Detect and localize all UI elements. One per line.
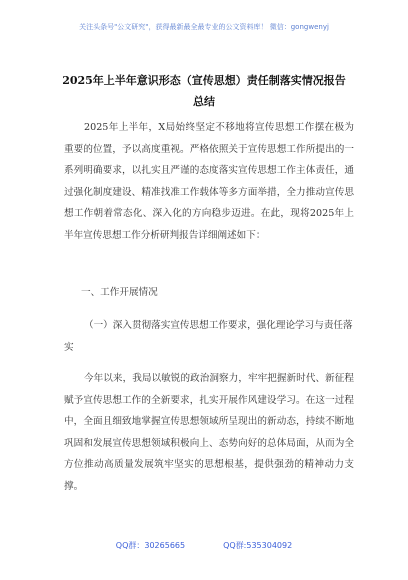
subsection-heading: （一）深入贯彻落实宣传思想工作要求，强化理论学习与责任落实 (64, 320, 353, 353)
document-title: 2025年上半年意识形态（宣传思想）责任制落实情况报告 (62, 74, 346, 87)
intro-paragraph: 2025年上半年，X局始终坚定不移地将宣传思想工作摆在极为重要的位置，予以高度重视。严格依照关于宣传思想工作所提出的一系列明确要求，以扎实且严谨的态度落实宣传思想工作主体责任，通过强化制度建设、精准找准工作载体等多方面举措，全力推动宣传思想工作朝着常态化、深入化的方向稳步迈进。在此，现将2025年上半年宣传思想工作分析研判报告详细阐述如下： (64, 122, 354, 241)
body-paragraph: 今年以来，我局以敏锐的政治洞察力，牢牢把握新时代、新征程赋予宣传思想工作的全新要求，扎实开展作风建设学习。在这一过程中，全面且细致地掌握宣传思想领域所呈现出的新动态，持续不断地巩固和发展宣传思想领域积极向上、态势向好的总体局面，从而为全方位推动高质量发展筑牢坚实的思想根基，提供强劲的精神动力支撑。 (64, 373, 354, 492)
document-title-continued: 总结 (193, 95, 215, 108)
footer-qq-group-1: QQ群：30265665 (115, 541, 186, 550)
section-heading: 一、工作开展情况 (81, 287, 158, 298)
footer (0, 540, 408, 551)
header-banner: 关注头条号"公文研究"，获得最新最全最专业的公文资料库！ 微信：gongwenyj (79, 23, 329, 31)
footer-qq-group-2: QQ群:535304092 (223, 541, 293, 550)
